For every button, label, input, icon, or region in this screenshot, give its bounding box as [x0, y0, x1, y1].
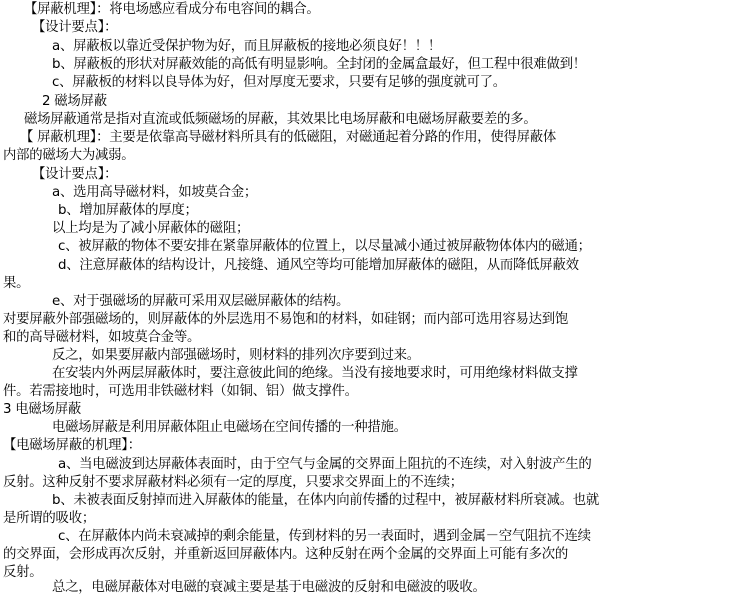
magnetic-mechanism-line1: 【 屏蔽机理】：主要是依靠高导磁材料所具有的低磁阻，对磁通起着分路的作用，使得屏蔽体	[20, 130, 557, 145]
design-points-heading: 【设计要点】：	[32, 167, 118, 182]
electromagnetic-point-a-line1: a、当电磁波到达屏蔽体表面时，由于空气与金属的交界面上阻抗的不连续，对入射波产生的	[58, 457, 592, 472]
insulation-line2: 件。若需接地时，可选用非铁磁材料（如铜、铝）做支撑件。	[3, 384, 358, 399]
magnetic-summary: 以上均是为了减小屏蔽体的磁阻；	[52, 221, 250, 236]
magnetic-mechanism-line2: 内部的磁场大为减弱。	[3, 148, 135, 163]
electromagnetic-point-b-line2: 是所谓的吸收；	[3, 511, 95, 526]
electromagnetic-intro: 电磁场屏蔽是利用屏蔽体阻止电磁场在空间传播的一种措施。	[52, 420, 407, 435]
electric-point-b: b、屏蔽板的形状对屏蔽效能的高低有明显影响。全封闭的金属盒最好，但工程中很难做到！	[52, 57, 586, 72]
section-heading-electromagnetic: 3 电磁场屏蔽	[3, 402, 81, 417]
magnetic-point-b: b、增加屏蔽体的厚度；	[58, 203, 198, 218]
electromagnetic-point-c-line1: c、在屏蔽体内尚未衰减掉的剩余能量，传到材料的另一表面时，遇到金属－空气阻抗不连续	[58, 529, 591, 544]
electromagnetic-point-b-line1: b、未被表面反射掉而进入屏蔽体的能量，在体内向前传播的过程中，被屏蔽材料所衰减。也就	[52, 493, 600, 508]
electromagnetic-point-c-line2: 的交界面，会形成再次反射，并重新返回屏蔽体内。这种反射在两个金属的交界面上可能有多次的	[3, 547, 569, 562]
reverse-order-line: 反之，如果要屏蔽内部强磁场时，则材料的排列次序要到过来。	[52, 348, 420, 363]
double-layer-line1: 对要屏蔽外部强磁场的，则屏蔽体的外层选用不易饱和的材料，如硅钢；而内部可选用容易达到饱	[3, 312, 569, 327]
electromagnetic-point-c-line3: 反射。	[3, 565, 43, 580]
magnetic-point-a: a、选用高导磁材料，如坡莫合金；	[52, 185, 258, 200]
conclusion-line: 总之，电磁屏蔽体对电磁的衰减主要是基于电磁波的反射和电磁波的吸收。	[52, 580, 486, 595]
double-layer-line2: 和的高导磁材料，如坡莫合金等。	[3, 330, 201, 345]
design-points-heading: 【设计要点】：	[32, 20, 118, 35]
insulation-line1: 在安装内外两层屏蔽体时，要注意彼此间的绝缘。当没有接地要求时，可用绝缘材料做支撑	[52, 366, 578, 381]
electric-point-a: a、屏蔽板以靠近受保护物为好，而且屏蔽板的接地必须良好！！！	[52, 39, 442, 54]
magnetic-intro: 磁场屏蔽通常是指对直流或低频磁场的屏蔽，其效果比电场屏蔽和电磁场屏蔽要差的多。	[24, 112, 537, 127]
magnetic-point-d-line2: 果。	[3, 276, 30, 291]
electromagnetic-point-a-line2: 反射。这种反射不要求屏蔽材料必须有一定的厚度，只要求交界面上的不连续；	[3, 475, 463, 490]
magnetic-point-d-line1: d、注意屏蔽体的结构设计，凡接缝、通风空等均可能增加屏蔽体的磁阻，从而降低屏蔽效	[58, 258, 579, 273]
electromagnetic-mechanism-heading: 【电磁场屏蔽的机理】：	[3, 438, 141, 453]
magnetic-point-e: e、对于强磁场的屏蔽可采用双层磁屏蔽体的结构。	[52, 294, 350, 309]
magnetic-point-c: c、被屏蔽的物体不要安排在紧靠屏蔽体的位置上，以尽量减小通过被屏蔽物体体内的磁通；	[58, 239, 591, 254]
electric-point-c: c、屏蔽板的材料以良导体为好，但对厚度无要求，只要有足够的强度就可了。	[52, 75, 506, 90]
section-heading-magnetic: 2 磁场屏蔽	[42, 94, 107, 109]
electric-mechanism-line: 【屏蔽机理】：将电场感应看成分布电容间的耦合。	[24, 2, 320, 17]
